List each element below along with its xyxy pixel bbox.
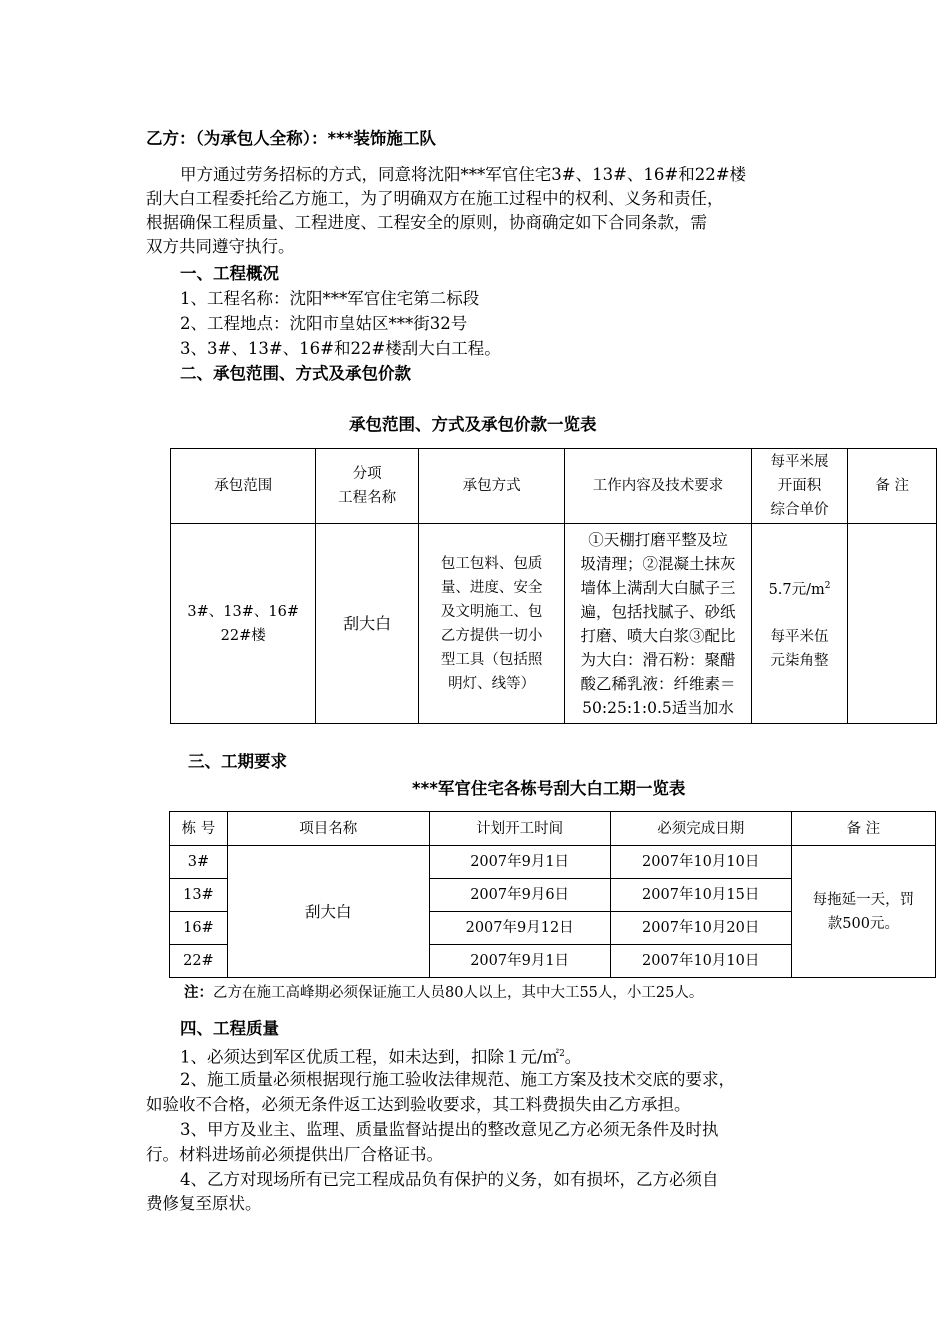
cell-method [418,524,564,724]
cell-scope [171,524,316,724]
price-value-text: 5.7元/m [768,581,825,598]
section1-item-1: 1、工程名称：沈阳***军官住宅第二标段 [180,289,480,308]
cell-price [751,524,848,724]
schedule-start: 2007年9月12日 [429,912,610,945]
note-label: 注： [184,985,213,1001]
header-scope: 承包范围 [171,449,316,524]
schedule-end: 2007年10月10日 [610,846,791,879]
cell-price-spacer [752,601,848,625]
cell-price-words-2: 元柒角整 [770,653,829,670]
cell-method-line: 包工包料、包质 [440,555,543,572]
cell-work-line: 圾清理；②混凝土抹灰 [580,554,736,573]
cell-work-line: 遍，包括找腻子、砂纸 [580,602,736,621]
schedule-header-start: 计划开工时间 [429,812,610,846]
header-item-line-1: 分项 [352,466,382,482]
section1-item-3: 3、3#、13#、16#和22#楼刮大白工程。 [180,339,501,358]
schedule-building: 22# [170,945,228,978]
section1-item-2: 2、工程地点：沈阳市皇姑区***街32号 [180,314,468,333]
price-table-header-row [171,449,937,524]
header-price-line-1: 每平米展 [770,454,829,470]
schedule-project-name: 刮大白 [227,846,429,978]
price-table-title: 承包范围、方式及承包价款一览表 [349,415,597,434]
header-work-content: 工作内容及技术要求 [565,449,751,524]
cell-work-line: 墙体上满刮大白腻子三 [580,578,736,597]
section4-item-4-cont: 费修复至原状。 [146,1194,262,1213]
note-text: 乙方在施工高峰期必须保证施工人员80人以上，其中大工55人，小工25人。 [213,985,704,1001]
schedule-building: 13# [170,879,228,912]
section3-heading: 三、工期要求 [188,752,287,771]
section4-item-1 [180,1042,581,1070]
schedule-building: 3# [170,846,228,879]
section4-item-4: 4、乙方对现场所有已完工程成品负有保护的义务，如有损坏，乙方必须自 [180,1170,719,1189]
cell-method-line: 型工具（包括照 [440,651,543,668]
schedule-header-end: 必须完成日期 [610,812,791,846]
schedule-table-title: ***军官住宅各栋号刮大白工期一览表 [412,779,686,798]
cell-method-line: 乙方提供一切小 [440,627,543,644]
table-row [170,846,936,879]
cell-work-line: 酸乙稀乳液：纤维素＝ [580,674,736,693]
header-item [316,449,419,524]
schedule-end: 2007年10月15日 [610,879,791,912]
cell-scope-line-1: 3#、13#、16# [187,603,299,620]
intro-line-2: 刮大白工程委托给乙方施工，为了明确双方在施工过程中的权利、义务和责任， [146,189,724,208]
schedule-end: 2007年10月10日 [610,945,791,978]
price-unit-sup: 2 [824,580,831,591]
section4-item-2-cont: 如验收不合格，必须无条件返工达到验收要求，其工料费损失由乙方承担。 [146,1095,691,1114]
party-b-heading: 乙方：（为承包人全称）：***装饰施工队 [146,129,436,148]
section4-item-1-suffix: 。 [564,1047,582,1067]
schedule-header-project: 项目名称 [227,812,429,846]
schedule-end: 2007年10月20日 [610,912,791,945]
schedule-remark [791,846,935,978]
schedule-header-building: 栋 号 [170,812,228,846]
header-item-line-2: 工程名称 [338,490,397,506]
schedule-building: 16# [170,912,228,945]
header-price-line-2: 开面积 [777,478,822,494]
cell-remark [848,524,937,724]
price-table [170,448,937,724]
section4-item-3-cont: 行。材料进场前必须提供出厂合格证书。 [146,1145,443,1164]
cell-scope-line-2: 22#楼 [220,627,266,644]
header-price [751,449,848,524]
schedule-note [184,981,703,1002]
schedule-table [169,811,936,978]
schedule-start: 2007年9月1日 [429,846,610,879]
section4-item-3: 3、甲方及业主、监理、质量监督站提出的整改意见乙方必须无条件及时执 [180,1120,719,1139]
section4-item-2: 2、施工质量必须根据现行施工验收法律规范、施工方案及技术交底的要求， [180,1070,735,1089]
cell-work-content [565,524,751,724]
header-remark: 备 注 [848,449,937,524]
cell-work-line: 为大白：滑石粉：聚醋 [580,650,736,669]
section1-heading: 一、工程概况 [180,264,279,283]
section4-heading: 四、工程质量 [180,1019,279,1038]
schedule-remark-line-2: 款500元。 [827,915,899,932]
cell-method-line: 明灯、线等） [448,675,536,692]
cell-method-line: 及文明施工、包 [440,603,543,620]
intro-line-3: 根据确保工程质量、工程进度、工程安全的原则，协商确定如下合同条款，需 [146,213,707,232]
header-price-line-3: 综合单价 [770,502,829,518]
schedule-start: 2007年9月6日 [429,879,610,912]
schedule-remark-line-1: 每拖延一天，罚 [812,891,915,908]
cell-work-line: 打磨、喷大白浆③配比 [580,626,736,645]
schedule-start: 2007年9月1日 [429,945,610,978]
section2-heading: 二、承包范围、方式及承包价款 [180,364,411,383]
schedule-header-row [170,812,936,846]
intro-line-4: 双方共同遵守执行。 [146,237,295,256]
intro-line-1: 甲方通过劳务招标的方式，同意将沈阳***军官住宅3#、13#、16#和22#楼 [180,165,747,184]
cell-work-line: 50:25:1:0.5适当加水 [582,698,734,717]
cell-price-value [752,574,848,602]
header-method: 承包方式 [418,449,564,524]
price-table-row [171,524,937,724]
schedule-header-remark: 备 注 [791,812,935,846]
cell-item: 刮大白 [316,524,419,724]
cell-method-line: 量、进度、安全 [440,579,543,596]
cell-price-words-1: 每平米伍 [770,629,829,646]
section4-item-1-sup: 2 [559,1049,565,1059]
section4-item-1-text: 1、必须达到军区优质工程，如未达到，扣除１元/㎡ [180,1047,560,1067]
cell-work-line: ①天棚打磨平整及垃 [588,530,728,549]
